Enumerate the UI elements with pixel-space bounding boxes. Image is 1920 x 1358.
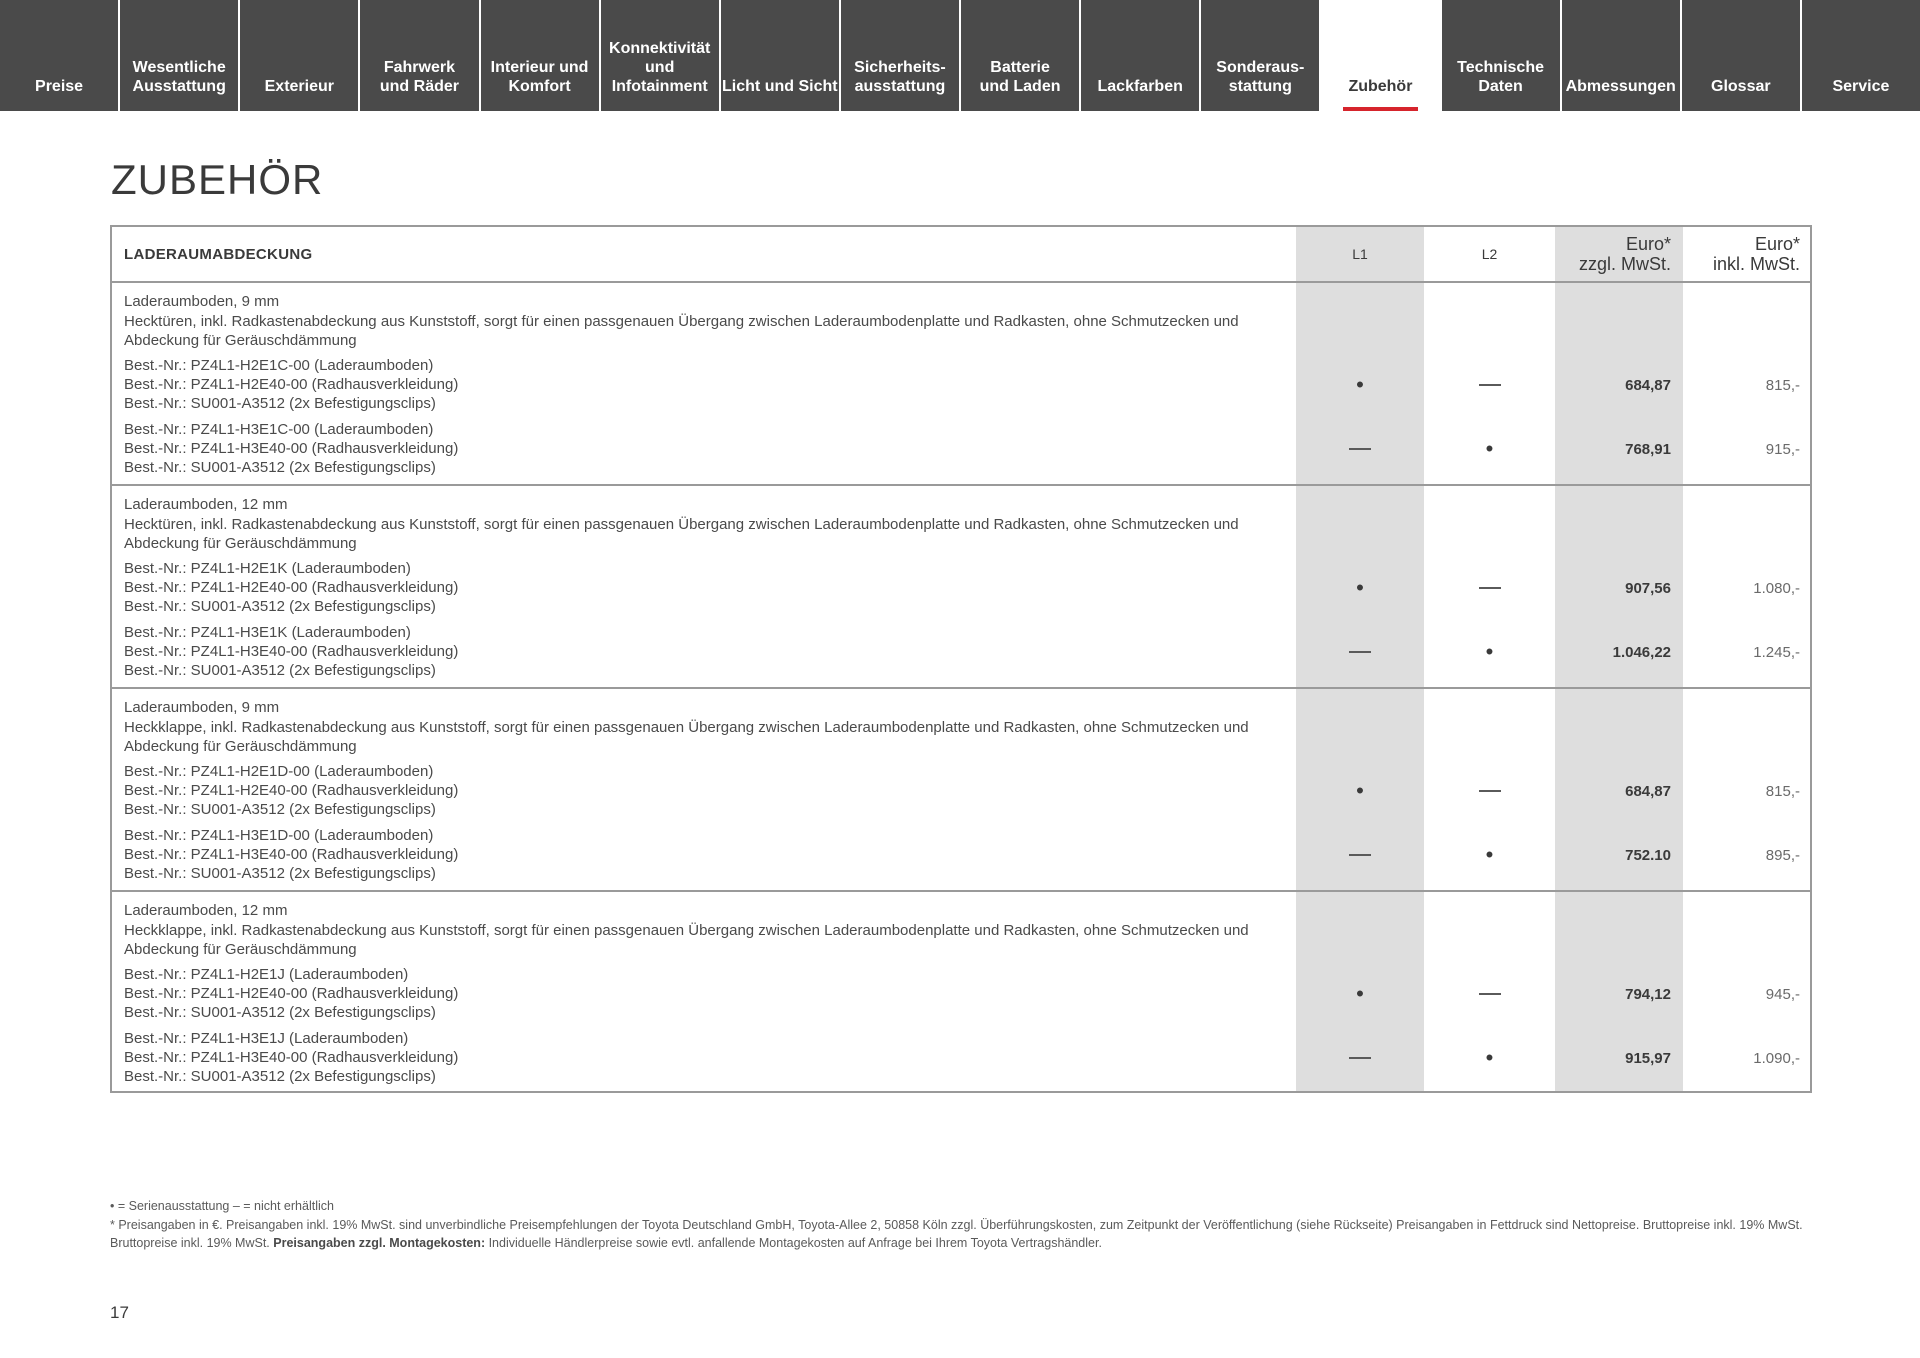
footnote-prices-text: * Preisangaben in €. Preisangaben inkl. 19% MwSt. sind unverbindliche Preisempfehlungen der Toyota Deutschland GmbH, Toyota-Allee 2, 50858 Köln zzgl. Überführungskosten, zum Zeitpunkt der Veröffentlichung (siehe Rückseite) Preisangaben in Fettdruck sind Nettopreise. Bruttopreise inkl. 19% MwSt. Bruttopreise inkl. 19% MwSt.: [110, 1217, 1803, 1250]
tab-label: Glossar: [1711, 78, 1771, 95]
not-available-dash: [1349, 1057, 1371, 1059]
tab-konnektivitaet[interactable]: [601, 0, 719, 111]
part-numbers: Best.-Nr.: PZ4L1-H3E1K (Laderaumboden) Best.-Nr.: PZ4L1-H3E40-00 (Radhausverkleidung) Best.-Nr.: SU001-A3512 (2x Befestigungsclips): [124, 624, 459, 679]
cell-l1: [1296, 981, 1424, 1006]
not-available-dash: [1349, 651, 1371, 653]
tab-label: Zubehör: [1348, 78, 1413, 95]
cell-gross-price: 815,-: [1765, 782, 1800, 800]
cell-l2: [1424, 578, 1555, 598]
cell-l2: [1424, 781, 1555, 801]
cell-gross-price: 815,-: [1765, 376, 1800, 394]
standard-equipment-dot: •: [1356, 778, 1364, 803]
tab-lackfarben[interactable]: [1081, 0, 1199, 111]
tab-sicherheit[interactable]: [841, 0, 959, 111]
accessories-table: [110, 225, 1812, 1093]
tab-fahrwerk[interactable]: [360, 0, 478, 111]
tab-glossar[interactable]: [1682, 0, 1800, 111]
cell-l2: [1424, 984, 1555, 1004]
part-numbers: Best.-Nr.: PZ4L1-H2E1J (Laderaumboden) Best.-Nr.: PZ4L1-H2E40-00 (Radhausverkleidung) Best.-Nr.: SU001-A3512 (2x Befestigungsclips): [124, 966, 459, 1021]
cell-l2: [1424, 436, 1555, 461]
standard-equipment-dot: •: [1485, 436, 1494, 461]
tab-interieur[interactable]: [481, 0, 599, 111]
part-numbers: Best.-Nr.: PZ4L1-H2E1D-00 (Laderaumboden) Best.-Nr.: PZ4L1-H2E40-00 (Radhausverkleidung) Best.-Nr.: SU001-A3512 (2x Befestigungsclips): [124, 763, 459, 818]
footnote-mounting-text: Individuelle Händlerpreise sowie evtl. anfallende Montagekosten auf Anfrage bei Ihrem Toyota Vertragshändler.: [485, 1236, 1102, 1250]
tab-zubehoer[interactable]: [1321, 0, 1439, 111]
tab-licht[interactable]: [721, 0, 839, 111]
standard-equipment-dot: •: [1356, 575, 1364, 600]
part-numbers: Best.-Nr.: PZ4L1-H3E1J (Laderaumboden) Best.-Nr.: PZ4L1-H3E40-00 (Radhausverkleidung) Best.-Nr.: SU001-A3512 (2x Befestigungsclips): [124, 1030, 459, 1085]
header-gross-price: Euro* inkl. MwSt.: [1712, 234, 1800, 274]
part-numbers: Best.-Nr.: PZ4L1-H2E1K (Laderaumboden) Best.-Nr.: PZ4L1-H2E40-00 (Radhausverkleidung) Best.-Nr.: SU001-A3512 (2x Befestigungsclips): [124, 560, 459, 615]
header-net-price: Euro* zzgl. MwSt.: [1578, 234, 1671, 274]
cell-gross-price: 945,-: [1765, 985, 1800, 1003]
cell-l2: [1424, 375, 1555, 395]
page-number: 17: [110, 1303, 129, 1322]
tab-batterie[interactable]: [961, 0, 1079, 111]
not-available-dash: [1479, 993, 1501, 995]
part-numbers: Best.-Nr.: PZ4L1-H3E1C-00 (Laderaumboden) Best.-Nr.: PZ4L1-H3E40-00 (Radhausverkleidung) Best.-Nr.: SU001-A3512 (2x Befestigungsclips): [124, 421, 459, 476]
header-l1: L1: [1352, 246, 1368, 262]
tab-sonderausstattung[interactable]: [1201, 0, 1319, 111]
not-available-dash: [1479, 384, 1501, 386]
tab-label: Interieur und Komfort: [490, 59, 589, 95]
not-available-dash: [1479, 790, 1501, 792]
tab-preise[interactable]: [0, 0, 118, 111]
cell-net-price: 752.10: [1625, 846, 1671, 864]
tab-label: Wesentliche Ausstattung: [132, 59, 226, 95]
not-available-dash: [1479, 587, 1501, 589]
tab-label: Preise: [35, 78, 84, 95]
tab-label: Sonderaus- stattung: [1216, 59, 1305, 95]
standard-equipment-dot: •: [1356, 372, 1364, 397]
tab-exterieur[interactable]: [240, 0, 358, 111]
cell-net-price: 915,97: [1625, 1049, 1671, 1067]
table-row-group: [112, 689, 1810, 892]
part-numbers: Best.-Nr.: PZ4L1-H3E1D-00 (Laderaumboden) Best.-Nr.: PZ4L1-H3E40-00 (Radhausverkleidung) Best.-Nr.: SU001-A3512 (2x Befestigungsclips): [124, 827, 459, 882]
product-description: Laderaumboden, 12 mm Hecktüren, inkl. Radkastenabdeckung aus Kunststoff, sorgt für einen passgenauen Übergang zwischen Laderaumbodenplatte und Radkasten, ohne Schmutzecken und Abdeckung für Geräuschdämmung: [124, 496, 1239, 552]
standard-equipment-dot: •: [1485, 639, 1494, 664]
cell-net-price: 768,91: [1625, 440, 1671, 458]
cell-l1: [1296, 439, 1424, 459]
standard-equipment-dot: •: [1485, 1045, 1494, 1070]
footnotes: [110, 1197, 1810, 1253]
cell-gross-price: 915,-: [1765, 440, 1800, 458]
tab-label: Technische Daten: [1457, 59, 1544, 95]
cell-l1: [1296, 778, 1424, 803]
cell-gross-price: 895,-: [1765, 846, 1800, 864]
cell-net-price: 1.046,22: [1612, 643, 1671, 661]
tab-label: Licht und Sicht: [722, 78, 838, 95]
cell-l2: [1424, 639, 1555, 664]
cell-net-price: 907,56: [1625, 579, 1671, 597]
cell-l1: [1296, 642, 1424, 662]
part-numbers: Best.-Nr.: PZ4L1-H2E1C-00 (Laderaumboden) Best.-Nr.: PZ4L1-H2E40-00 (Radhausverkleidung) Best.-Nr.: SU001-A3512 (2x Befestigungsclips): [124, 357, 459, 412]
table-row-group: [112, 283, 1810, 486]
cell-net-price: 684,87: [1625, 376, 1671, 394]
header-l2: L2: [1481, 246, 1498, 262]
tab-label: Sicherheits- ausstattung: [854, 59, 946, 95]
tab-label: Batterie und Laden: [979, 59, 1061, 95]
cell-gross-price: 1.090,-: [1753, 1049, 1800, 1067]
not-available-dash: [1349, 448, 1371, 450]
tab-service[interactable]: [1802, 0, 1920, 111]
cell-gross-price: 1.080,-: [1753, 579, 1800, 597]
tab-label: Service: [1832, 78, 1890, 95]
standard-equipment-dot: •: [1485, 842, 1494, 867]
cell-net-price: 794,12: [1625, 985, 1671, 1003]
standard-equipment-dot: •: [1356, 981, 1364, 1006]
tab-technische-daten[interactable]: [1442, 0, 1560, 111]
cell-l1: [1296, 845, 1424, 865]
header-description: LADERAUMABDECKUNG: [124, 245, 313, 263]
product-description: Laderaumboden, 9 mm Heckklappe, inkl. Radkastenabdeckung aus Kunststoff, sorgt für einen passgenauen Übergang zwischen Laderaumbodenplatte und Radkasten, ohne Schmutzecken und Abdeckung für Geräuschdämmung: [124, 699, 1249, 755]
table-header: [112, 227, 1810, 283]
cell-gross-price: 1.245,-: [1753, 643, 1800, 661]
footnote-prices: [110, 1216, 1810, 1253]
tab-label: Abmessungen: [1565, 78, 1676, 95]
page-title: ZUBEHÖR: [111, 156, 324, 203]
active-tab-indicator: [1343, 107, 1417, 111]
top-navigation: [0, 0, 1920, 111]
product-description: Laderaumboden, 12 mm Heckklappe, inkl. Radkastenabdeckung aus Kunststoff, sorgt für einen passgenauen Übergang zwischen Laderaumbodenplatte und Radkasten, ohne Schmutzecken und Abdeckung für Geräuschdämmung: [124, 902, 1249, 958]
table-row-group: [112, 892, 1810, 1095]
tab-abmessungen[interactable]: [1562, 0, 1680, 111]
cell-l1: [1296, 575, 1424, 600]
cell-l2: [1424, 842, 1555, 867]
cell-net-price: 684,87: [1625, 782, 1671, 800]
tab-label: Lackfarben: [1097, 78, 1183, 95]
tab-label: Exterieur: [264, 78, 334, 95]
product-description: Laderaumboden, 9 mm Hecktüren, inkl. Radkastenabdeckung aus Kunststoff, sorgt für einen passgenauen Übergang zwischen Laderaumbodenplatte und Radkasten, ohne Schmutzecken und Abdeckung für Geräuschdämmung: [124, 293, 1239, 349]
footnote-legend: • = Serienausstattung – = nicht erhältlich: [110, 1199, 334, 1213]
cell-l1: [1296, 1048, 1424, 1068]
cell-l2: [1424, 1045, 1555, 1070]
table-row-group: [112, 486, 1810, 689]
tab-label: Konnektivität und Infotainment: [609, 40, 711, 95]
not-available-dash: [1349, 854, 1371, 856]
footnote-mounting-label: Preisangaben zzgl. Montagekosten:: [273, 1236, 486, 1250]
tab-ausstattung[interactable]: [120, 0, 238, 111]
cell-l1: [1296, 372, 1424, 397]
tab-label: Fahrwerk und Räder: [379, 59, 459, 95]
